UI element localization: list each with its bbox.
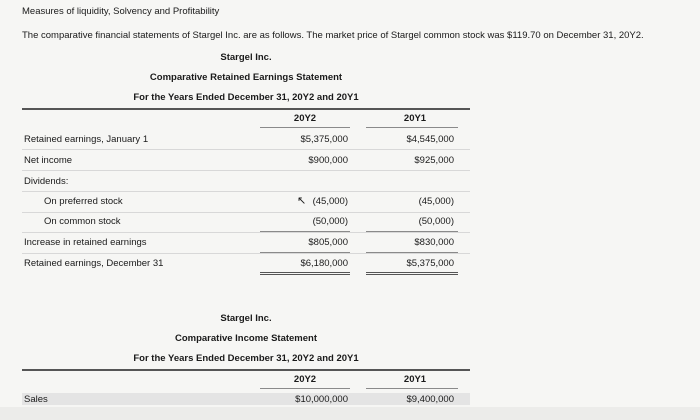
re-row-label: Net income bbox=[24, 155, 73, 166]
re-subtotal-rule-1 bbox=[260, 231, 350, 232]
re-row-value-20y1: $830,000 bbox=[414, 237, 454, 248]
re-row-label: Retained earnings, December 31 bbox=[24, 258, 164, 269]
row-divider bbox=[22, 232, 470, 233]
re-row-value-20y2: $900,000 bbox=[308, 155, 348, 166]
re-period: For the Years Ended December 31, 20Y2 and 20Y1 bbox=[133, 92, 359, 103]
is-row-value-20y1: $9,400,000 bbox=[406, 394, 454, 405]
re-row-label: Increase in retained earnings bbox=[24, 237, 147, 248]
is-row-value-20y2: $10,000,000 bbox=[295, 394, 348, 405]
re-row-value-20y1: (50,000) bbox=[418, 216, 454, 227]
re-row-value-20y2: $805,000 bbox=[308, 237, 348, 248]
re-row-label: Dividends: bbox=[24, 176, 69, 187]
is-col-rule-2 bbox=[366, 388, 458, 389]
page-heading: Measures of liquidity, Solvency and Profitability bbox=[22, 6, 220, 17]
re-total-rule-1 bbox=[260, 252, 350, 253]
re-row-value-20y1: (45,000) bbox=[418, 196, 454, 207]
re-company: Stargel Inc. bbox=[220, 52, 272, 63]
re-col-rule-1 bbox=[260, 127, 350, 128]
re-row-label: On preferred stock bbox=[44, 196, 123, 207]
re-col-20y1: 20Y1 bbox=[403, 113, 427, 124]
re-col-20y2: 20Y2 bbox=[293, 113, 317, 124]
row-divider bbox=[22, 253, 470, 254]
re-title: Comparative Retained Earnings Statement bbox=[149, 72, 343, 83]
is-period: For the Years Ended December 31, 20Y2 and 20Y1 bbox=[133, 353, 359, 364]
re-row-value-20y2: (45,000) bbox=[312, 196, 348, 207]
row-divider bbox=[22, 191, 470, 192]
is-header-rule bbox=[22, 369, 470, 371]
re-grand-total-rule-2 bbox=[366, 272, 458, 275]
mouse-cursor-icon: ↖ bbox=[297, 195, 307, 207]
re-total-rule-2 bbox=[366, 252, 458, 253]
intro-text: The comparative financial statements of Stargel Inc. are as follows. The market price of Stargel common stock was $119.70 on December 31, 20Y2. bbox=[22, 30, 644, 41]
row-divider bbox=[22, 212, 470, 213]
re-grand-total-rule-1 bbox=[260, 272, 350, 275]
re-col-rule-2 bbox=[366, 127, 458, 128]
re-header-rule bbox=[22, 108, 470, 110]
is-col-rule-1 bbox=[260, 388, 350, 389]
re-row-value-20y2: (50,000) bbox=[312, 216, 348, 227]
re-row-label: Retained earnings, January 1 bbox=[24, 134, 149, 145]
bottom-edge bbox=[0, 407, 700, 420]
re-row-value-20y1: $5,375,000 bbox=[406, 258, 454, 269]
re-row-value-20y1: $925,000 bbox=[414, 155, 454, 166]
row-divider bbox=[22, 170, 470, 171]
row-divider bbox=[22, 149, 470, 150]
is-col-20y1: 20Y1 bbox=[403, 374, 427, 385]
re-row-value-20y2: $6,180,000 bbox=[300, 258, 348, 269]
re-row-value-20y2: $5,375,000 bbox=[300, 134, 348, 145]
re-subtotal-rule-2 bbox=[366, 231, 458, 232]
is-row-label: Sales bbox=[24, 394, 48, 405]
is-company: Stargel Inc. bbox=[220, 313, 272, 324]
re-row-value-20y1: $4,545,000 bbox=[406, 134, 454, 145]
is-col-20y2: 20Y2 bbox=[293, 374, 317, 385]
is-title: Comparative Income Statement bbox=[174, 333, 317, 344]
re-row-label: On common stock bbox=[44, 216, 121, 227]
